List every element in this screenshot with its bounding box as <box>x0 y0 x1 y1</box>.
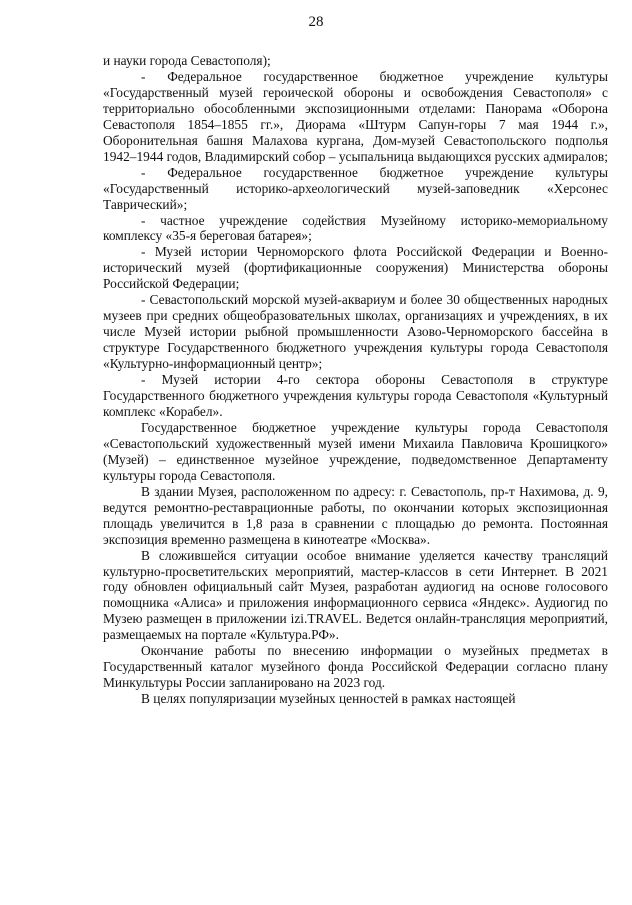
paragraph: - частное учреждение содействия Музейному историко-мемориальному комплексу «35-я береговая батарея»; <box>103 212 608 244</box>
document-body <box>103 53 608 707</box>
paragraph: - Севастопольский морской музей-аквариум и более 30 общественных народных музеев при средних общеобразовательных школах, организациях и учреждениях, в их числе Музей истории рыбной промышленности Азово-Черноморского бассейна в структуре Государственного бюджетного учреждения культуры города Севастополя «Культурно-информационный центр»; <box>103 292 608 372</box>
paragraph: и науки города Севастополя); <box>103 53 271 68</box>
paragraph: В целях популяризации музейных ценностей в рамках настоящей <box>141 691 516 707</box>
page-number: 28 <box>308 14 324 30</box>
paragraph: - Музей истории Черноморского флота Российской Федерации и Военно-исторический музей (фортификационные сооружения) Министерства обороны Российской Федерации; <box>103 244 608 292</box>
paragraph: - Музей истории 4-го сектора обороны Севастополя в структуре Государственного бюджетного учреждения культуры города Севастополя «Культурный комплекс «Корабел». <box>103 372 608 419</box>
paragraph: - Федеральное государственное бюджетное учреждение культуры «Государственный музей героической обороны и освобождения Севастополя» с территориально обособленными экспозиционными отделами: Панорама «Оборона Севастополя 1854–1855 гг.», Диорама «Штурм Сапун-горы 7 мая 1944 г.», Оборонительная башня Малахова кургана, Дом-музей Севастопольского подполья 1942–1944 годов, Владимирский собор – усыпальница выдающихся русских адмиралов; <box>103 68 608 164</box>
paragraph: - Федеральное государственное бюджетное учреждение культуры «Государственный историко-археологический музей-заповедник «Херсонес Таврический»; <box>103 164 608 212</box>
paragraph: В сложившейся ситуации особое внимание уделяется качеству трансляций культурно-просветительских мероприятий, мастер-классов в сети Интернет. В 2021 году обновлен официальный сайт Музея, разработан аудиогид на основе голосового помощника «Алиса» и приложения информационного сервиса «Яндекс». Аудиогид по Музею размещен в приложении izi.TRAVEL. Ведется онлайн-трансляция мероприятий, размещаемых на портале «Культура.РФ». <box>103 547 608 643</box>
paragraph: В здании Музея, расположенном по адресу: г. Севастополь, пр-т Нахимова, д. 9, ведутся ремонтно-реставрационные работы, по окончании которых экспозиционная площадь увеличится в 1,8 раза в сравнении с площадью до ремонта. Постоянная экспозиция временно размещена в кинотеатре «Москва». <box>103 483 608 547</box>
paragraph: Государственное бюджетное учреждение культуры города Севастополя «Севастопольский художественный музей имени Михаила Павловича Крошицкого» (Музей) – единственное музейное учреждение, подведомственное Департаменту культуры города Севастополя. <box>103 419 608 483</box>
paragraph: Окончание работы по внесению информации о музейных предметах в Государственный каталог музейного фонда Российской Федерации согласно плану Минкультуры России запланировано на 2023 год. <box>103 643 608 691</box>
